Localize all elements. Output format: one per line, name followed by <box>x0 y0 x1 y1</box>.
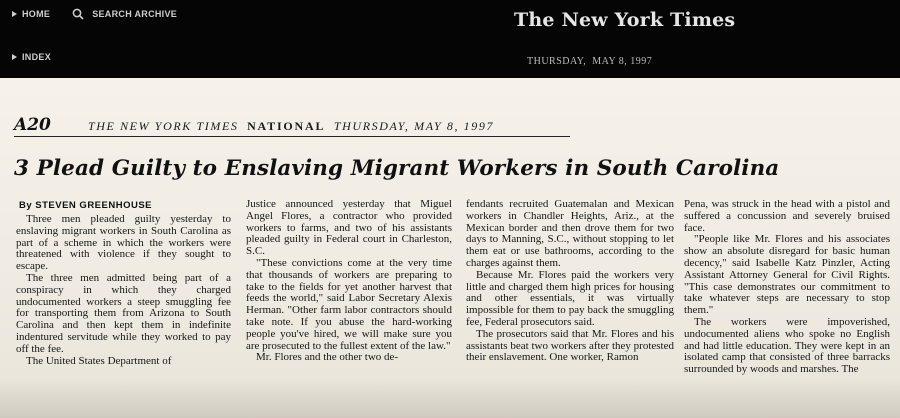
arrow-right-icon <box>12 11 17 17</box>
folio-paper: THE NEW YORK TIMES <box>88 119 239 133</box>
paragraph: "People like Mr. Flores and his associates show an absolute disregard for basic human decency," said Isabelle Katz Pinzler, Acting Assistant Attorney General for Civil Rights. "This case demonstrates our commitment to take whatever steps are necessary to stop them." <box>684 233 890 317</box>
folio-date: THURSDAY, MAY 8, 1997 <box>333 119 495 133</box>
search-icon <box>72 8 84 20</box>
page-shadow <box>0 378 900 418</box>
paragraph: The three men admitted being part of a conspiracy in which they charged undocumented workers a steep smuggling fee for transporting them from Arizona to South Carolina and then kept them in indefinite indentured servitude while they worked to pay off the fee. <box>16 271 231 355</box>
search-archive-label: SEARCH ARCHIVE <box>92 9 178 19</box>
home-link[interactable] <box>12 9 50 19</box>
home-label: HOME <box>22 9 51 19</box>
issue-day-date: MAY 8, 1997 <box>592 56 653 67</box>
archive-toolbar <box>0 0 900 78</box>
article-column-1 <box>16 214 231 367</box>
folio-line <box>88 119 494 134</box>
folio-rule <box>14 136 570 137</box>
paragraph: Justice announced yesterday that Miguel Angel Flores, a contractor who provided workers to farms, and two of his assistants pleaded guilty in Federal court in Charleston, S.C. <box>246 198 452 258</box>
folio-section: NATIONAL <box>247 119 326 133</box>
paragraph: Because Mr. Flores paid the workers very little and charged them high prices for housing and other essentials, it was virtually impossible for them to pay back the smuggling fee, Federal prosecutors said. <box>466 268 674 328</box>
article-page <box>0 78 900 418</box>
paragraph: "These convictions come at the very time that thousands of workers are preparing to take to the fields for yet another harvest that feeds the world," said Labor Secretary Alexis Herman. "Other farm labor contractors should take note. If you abuse the hard-working people you've hired, we will make sure you are prosecuted to the fullest extent of the law." <box>246 256 452 352</box>
paragraph: The prosecutors said that Mr. Flores and his assistants beat two workers after they protested their enslavement. One worker, Ramon <box>466 327 674 364</box>
article-column-4 <box>684 199 890 376</box>
byline: By STEVEN GREENHOUSE <box>19 200 152 211</box>
issue-day: THURSDAY, <box>527 56 587 67</box>
article-column-2 <box>246 199 452 364</box>
page-number: A20 <box>14 115 51 135</box>
article-column-3 <box>466 199 674 364</box>
arrow-right-icon <box>12 54 17 60</box>
nyt-logo[interactable]: The New York Times <box>514 9 736 31</box>
paragraph: Three men pleaded guilty yesterday to enslaving migrant workers in South Carolina as part of a scheme in which the workers were threatened with violence if they sought to escape. <box>16 213 231 273</box>
paragraph: Mr. Flores and the other two de- <box>256 351 399 364</box>
search-archive-link[interactable] <box>72 8 177 20</box>
nav-row <box>0 8 177 20</box>
index-label: INDEX <box>22 52 52 62</box>
issue-date <box>527 56 652 67</box>
paragraph: The workers were impoverished, undocumented aliens who spoke no English and had little education. They were kept in an isolated camp that consisted of three barracks surrounded by woods and marshes. The <box>684 315 890 376</box>
paragraph: fendants recruited Guatemalan and Mexican workers in Chandler Heights, Ariz., at the Mexican border and then drove them for two days to Manning, S.C., without stopping to let them eat or use bathrooms, according to the charges against them. <box>466 198 674 269</box>
paragraph: The United States Department of <box>26 354 172 367</box>
headline: 3 Plead Guilty to Enslaving Migrant Workers in South Carolina <box>14 156 780 181</box>
paragraph: Pena, was struck in the head with a pistol and suffered a concussion and severely bruised face. <box>684 198 890 234</box>
index-link[interactable] <box>12 52 51 62</box>
